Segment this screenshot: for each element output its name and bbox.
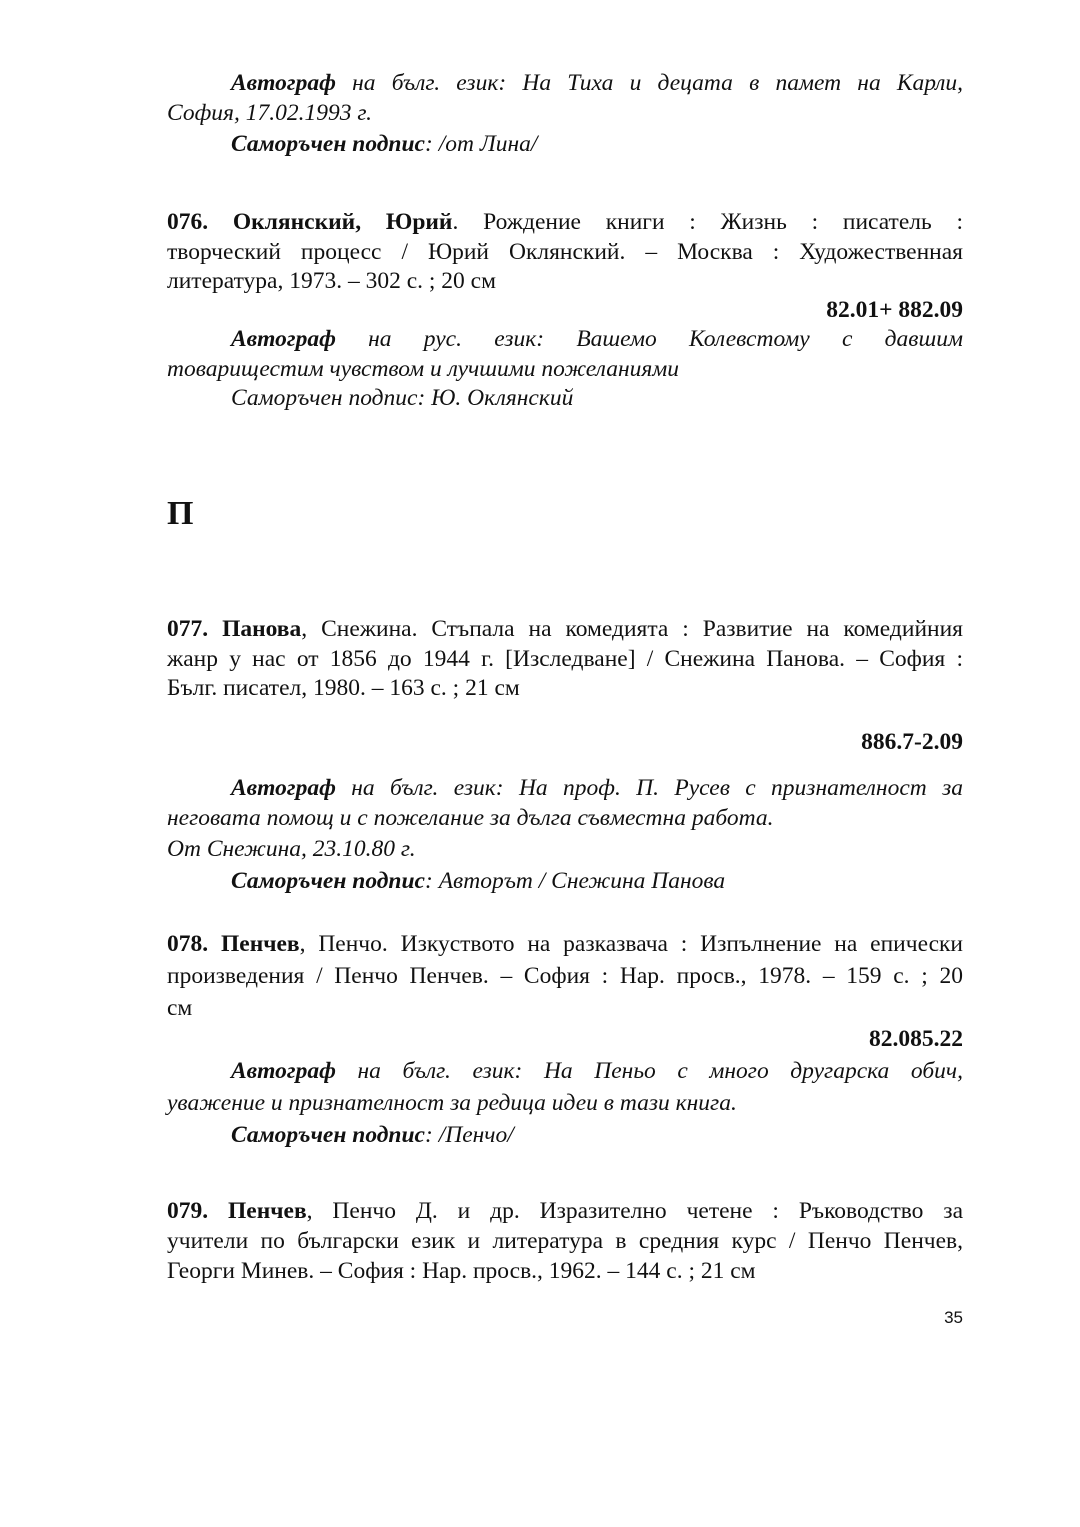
e078-autograph-line1: Автограф на бълг. език: На Пеньо с много другарска обич, bbox=[231, 1058, 963, 1084]
e078-autograph-line2: уважение и признателност за редица идеи в тази книга. bbox=[167, 1090, 737, 1116]
e078-desc-line2: произведения / Пенчо Пенчев. – София : Нар. просв., 1978. – 159 с. ; 20 bbox=[167, 963, 963, 989]
autograph-label: Автограф bbox=[231, 326, 336, 352]
signature-label: Саморъчен подпис bbox=[231, 131, 425, 157]
entry-author: Панова bbox=[222, 616, 302, 642]
autograph-label: Автограф bbox=[231, 775, 336, 801]
entry-number: 079. bbox=[167, 1198, 209, 1224]
e077-autograph-line2: неговата помощ и с пожелание за дълга съвместна работа. bbox=[167, 805, 774, 831]
entry-author: Пенчев bbox=[220, 931, 300, 957]
e078-classification-code: 82.085.22 bbox=[869, 1026, 963, 1052]
autograph-label: Автограф bbox=[231, 1058, 336, 1084]
e075-autograph-line2: София, 17.02.1993 г. bbox=[167, 100, 373, 126]
e075-autograph-line1: Автограф на бълг. език: На Тиха и децата в памет на Карли, bbox=[231, 70, 963, 96]
e076-signature: Саморъчен подпис: Ю. Оклянский bbox=[231, 385, 574, 411]
e076-desc-line2: творческий процесс / Юрий Оклянский. – Москва : Художественная bbox=[167, 239, 963, 265]
e079-desc-line1: 079. Пенчев, Пенчо Д. и др. Изразително четене : Ръководство за bbox=[167, 1198, 964, 1224]
e077-autograph-line1: Автограф на бълг. език: На проф. П. Русев с признателност за bbox=[231, 775, 963, 801]
e076-desc-line1: 076. Оклянский, Юрий. Рождение книги : Жизнь : писатель : bbox=[167, 209, 963, 235]
e076-autograph-line2: товарищестим чувством и лучшими пожеланиями bbox=[167, 356, 680, 382]
page-number: 35 bbox=[944, 1308, 963, 1327]
e077-desc-line1: 077. Панова, Снежина. Стъпала на комедията : Развитие на комедийния bbox=[167, 616, 963, 642]
entry-number: 077. bbox=[167, 616, 209, 642]
e076-classification-code: 82.01+ 882.09 bbox=[826, 297, 963, 323]
entry-author: Пенчев bbox=[228, 1198, 307, 1224]
section-letter: П bbox=[167, 495, 194, 532]
e078-signature: Саморъчен подпис: /Пенчо/ bbox=[231, 1122, 514, 1148]
e078-desc-line1: 078. Пенчев, Пенчо. Изкуството на разказвача : Изпълнение на епически bbox=[167, 931, 964, 957]
e077-signature: Саморъчен подпис: Авторът / Снежина Панова bbox=[231, 868, 726, 894]
entry-number: 078. bbox=[167, 931, 209, 957]
e077-desc-line3: Бълг. писател, 1980. – 163 с. ; 21 см bbox=[167, 675, 520, 701]
autograph-label: Автограф bbox=[231, 70, 336, 96]
e079-desc-line2: учители по български език и литература в средния курс / Пенчо Пенчев, bbox=[167, 1228, 963, 1254]
entry-number: 076. bbox=[167, 209, 209, 235]
entry-author: Оклянский, Юрий bbox=[232, 209, 453, 235]
e076-desc-line3: литература, 1973. – 302 с. ; 20 см bbox=[167, 268, 496, 294]
e076-autograph-line1: Автограф на рус. език: Вашемо Колевстому с давшим bbox=[231, 326, 963, 352]
e077-autograph-line3: От Снежина, 23.10.80 г. bbox=[167, 836, 416, 862]
e075-signature: Саморъчен подпис: /от Лина/ bbox=[231, 131, 538, 157]
e079-desc-line3: Георги Минев. – София : Нар. просв., 1962. – 144 с. ; 21 см bbox=[167, 1258, 756, 1284]
e078-desc-line3: см bbox=[167, 995, 193, 1021]
e077-desc-line2: жанр у нас от 1856 до 1944 г. [Изследване] / Снежина Панова. – София : bbox=[167, 646, 963, 672]
signature-label: Саморъчен подпис bbox=[231, 1122, 425, 1148]
signature-label: Саморъчен подпис bbox=[231, 868, 425, 894]
e077-classification-code: 886.7-2.09 bbox=[861, 729, 963, 755]
